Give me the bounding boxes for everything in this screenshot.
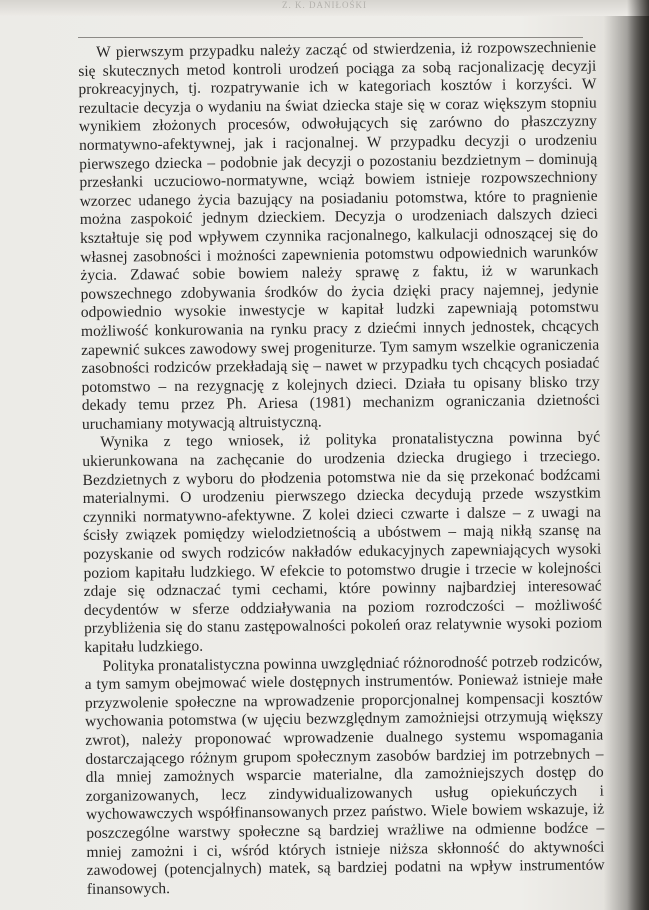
paragraph: W pierwszym przypadku należy zacząć od stwierdzenia, iż rozpowszechnienie się skutecznych metod kontroli urodzeń pociąga za sobą racjonalizację decyzji prokreacyjnych, tj. rozpatrywanie ich w kategoriach kosztów i korzyści. W rezultacie decyzja o wydaniu na świat dziecka staje się w coraz większym stopniu wynikiem złożonych procesów, odwołujących się zarówno do płaszczyzny normatywno-afektywnej, jak i racjonalnej. W przypadku decyzji o urodzeniu pierwszego dziecka – podobnie jak decyzji o pozostaniu bezdzietnym – dominują przesłanki uczuciowo-normatywne, wciąż bowiem istnieje rozpowszechniony wzorzec udanego życia bazujący na posiadaniu potomstwa, które to pragnienie można zaspokoić jednym dzieckiem. Decyzja o urodzeniach dalszych dzieci kształtuje się pod wpływem czynnika racjonalnego, kalkulacji odnoszącej się do własnej zasobności i możności zapewnienia potomstwu odpowiednich warunków życia. Zdawać sobie bowiem należy sprawę z faktu, iż w warunkach powszechnego zdobywania środków do życia dzięki pracy najemnej, jedynie odpowiednio wysokie inwestycje w kapitał ludzki zapewniają potomstwu możliwość konkurowania na rynku pracy z dziećmi innych jednostek, chcących zapewnić sukces zawodowy swej progeniturze. Tym samym wszelkie ograniczenia zasobności rodziców przekładają się – nawet w przypadku tych chcących posiadać potomstwo – na rezygnację z kolejnych dzieci. Działa tu opisany blisko trzy dekady temu przez Ph. Ariesa (1981) mechanizm ograniczania dzietności uruchamiany motywacją altruistyczną. [78,38,600,433]
header-rule [78,37,583,38]
paragraph: Wynika z tego wniosek, iż polityka pronatalistyczna powinna być ukierunkowana na zachęcanie do urodzenia dziecka drugiego i trzeciego. Bezdzietnych z wyboru do płodzenia potomstwa nie da się przekonać bodźcami materialnymi. O urodzeniu pierwszego dziecka decydują przede wszystkim czynniki normatywno-afektywne. Z kolei dzieci czwarte i dalsze – z uwagi na ścisły związek pomiędzy wielodzietnością a ubóstwem – mają nikłą szansę na pozyskanie od swych rodziców nakładów edukacyjnych zapewniających wysoki poziom kapitału ludzkiego. W efekcie to potomstwo drugie i trzecie w kolejności zdaje się odznaczać tymi cechami, które powinny najbardziej interesować decydentów w sferze oddziaływania na poziom rozrodczości – możliwość przybliżenia się do stanu zastępowalności pokoleń oraz relatywnie wysoki poziom kapitału ludzkiego. [82,429,603,656]
paragraph: Polityka pronatalistyczna powinna uwzględniać różnorodność potrzeb rodziców, a tym samym obejmować wiele dostępnych instrumentów. Ponieważ istnieje małe przyzwolenie społeczne na wprowadzenie proporcjonalnej kompensacji kosztów wychowania potomstwa (w ujęciu bezwzględnym zamożniejsi otrzymują większy zwrot), należy proponować wprowadzenie dualnego systemu wspomagania dostarczającego różnym grupom społecznym zasobów bardziej im potrzebnych – dla mniej zamożnych wsparcie materialne, dla zamożniejszych dostęp do zorganizowanych, lecz zindywidualizowanych usług opiekuńczych i wychowawczych współfinansowanych przez państwo. Wiele bowiem wskazuje, iż poszczególne warstwy społeczne są bardziej wrażliwe na odmienne bodźce – mniej zamożni i ci, wśród których istnieje niższa skłonność do aktywności zawodowej (potencjalnych) matek, są bardziej podatni na wpływ instrumentów finansowych. [84,652,605,898]
binding-shadow [627,0,649,910]
body-text [78,39,605,900]
running-head: Z. K. DANIŁOŚKI [282,0,367,10]
